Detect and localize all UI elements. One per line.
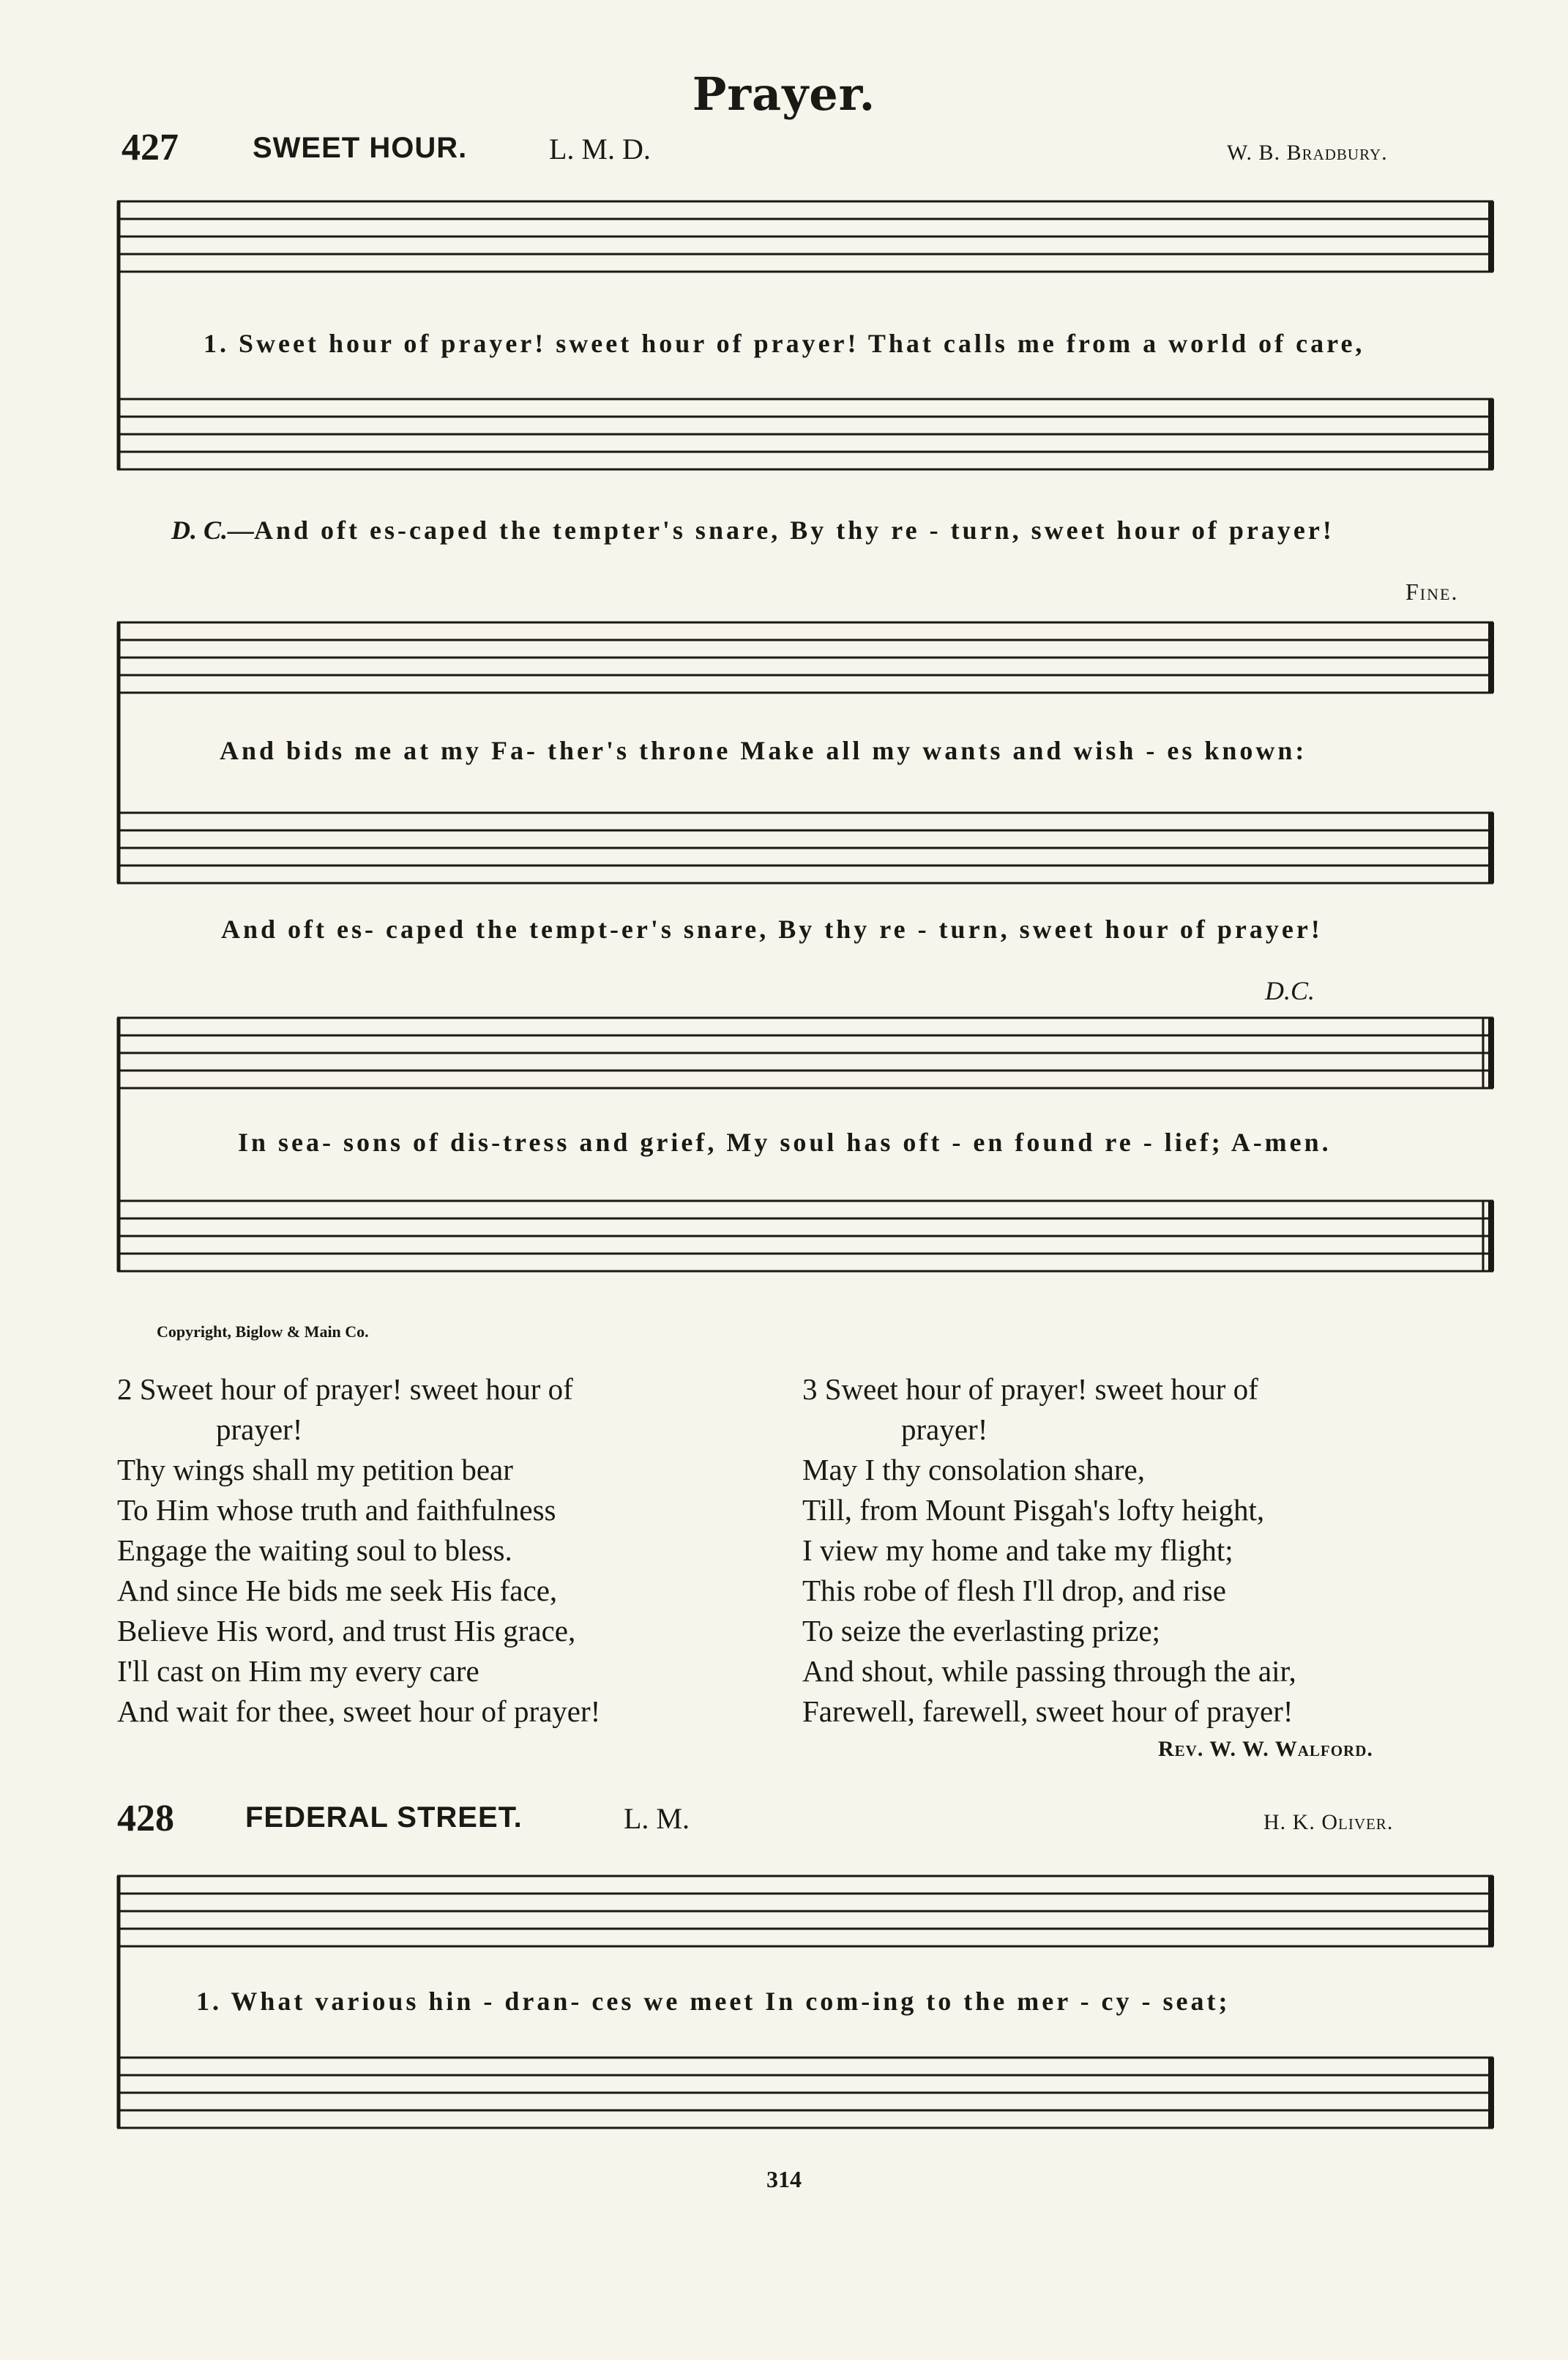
verse-line: 2 Sweet hour of prayer! sweet hour of (117, 1372, 573, 1406)
lyric-line-dc: And oft es-caped the tempter's snare, By thy re - turn, sweet hour of prayer! (254, 515, 1334, 545)
hymn-number-428: 428 (117, 1798, 174, 1839)
verse-line: Engage the waiting soul to bless. (117, 1533, 512, 1567)
tune-name: SWEET HOUR. (253, 132, 468, 164)
lyric-line-2: And bids me at my Fa- ther's throne Make all my wants and wish - es known: (220, 736, 1307, 765)
page-number: 314 (766, 2166, 802, 2192)
lyric-line-1: 1. Sweet hour of prayer! sweet hour of prayer! That calls me from a world of care, (204, 329, 1365, 358)
meter: L. M. D. (549, 133, 651, 165)
verse-line: To seize the everlasting prize; (802, 1614, 1160, 1648)
verse-line: And since He bids me seek His face, (117, 1574, 558, 1607)
verse-line: I view my home and take my flight; (802, 1533, 1233, 1567)
tune-name-428: FEDERAL STREET. (245, 1801, 523, 1834)
verse-line: I'll cast on Him my every care (117, 1654, 479, 1688)
meter-428: L. M. (624, 1802, 690, 1835)
lyric-line-3: In sea- sons of dis-tress and grief, My soul has oft - en found re - lief; A-men. (238, 1128, 1332, 1157)
hymn-number: 427 (122, 127, 179, 168)
composer-428: H. K. Oliver. (1263, 1810, 1394, 1834)
composer: W. B. Bradbury. (1227, 141, 1388, 165)
copyright: Copyright, Biglow & Main Co. (157, 1322, 369, 1341)
lyric-line-2b: And oft es- caped the tempt-er's snare, By thy re - turn, sweet hour of prayer! (221, 915, 1323, 944)
verse-line: prayer! (216, 1412, 303, 1446)
verse-line: And wait for thee, sweet hour of prayer! (117, 1694, 601, 1728)
verse-3 (802, 1369, 1490, 1732)
verse-line: Thy wings shall my petition bear (117, 1453, 513, 1486)
dc-marker: D. C.— (171, 515, 255, 545)
verse-2 (117, 1369, 776, 1732)
verse-line: 3 Sweet hour of prayer! sweet hour of (802, 1372, 1258, 1406)
verse-line: And shout, while passing through the air, (802, 1654, 1296, 1688)
dc-lyric-line (171, 515, 1334, 546)
verse-line: Farewell, farewell, sweet hour of prayer! (802, 1694, 1293, 1728)
lyric-line-428: 1. What various hin - dran- ces we meet In com-ing to the mer - cy - seat; (196, 1987, 1231, 2016)
verse-line: This robe of flesh I'll drop, and rise (802, 1574, 1226, 1607)
verse-line: Till, from Mount Pisgah's lofty height, (802, 1493, 1265, 1527)
dc-marker-2: D.C. (1265, 976, 1315, 1005)
verse-line: Believe His word, and trust His grace, (117, 1614, 576, 1648)
verse-line: prayer! (901, 1412, 988, 1446)
section-title: Prayer. (692, 67, 876, 121)
hymn-author: Rev. W. W. Walford. (1158, 1737, 1373, 1761)
fine-marker: Fine. (1405, 578, 1459, 605)
verse-line: May I thy consolation share, (802, 1453, 1145, 1486)
verse-line: To Him whose truth and faithfulness (117, 1493, 556, 1527)
